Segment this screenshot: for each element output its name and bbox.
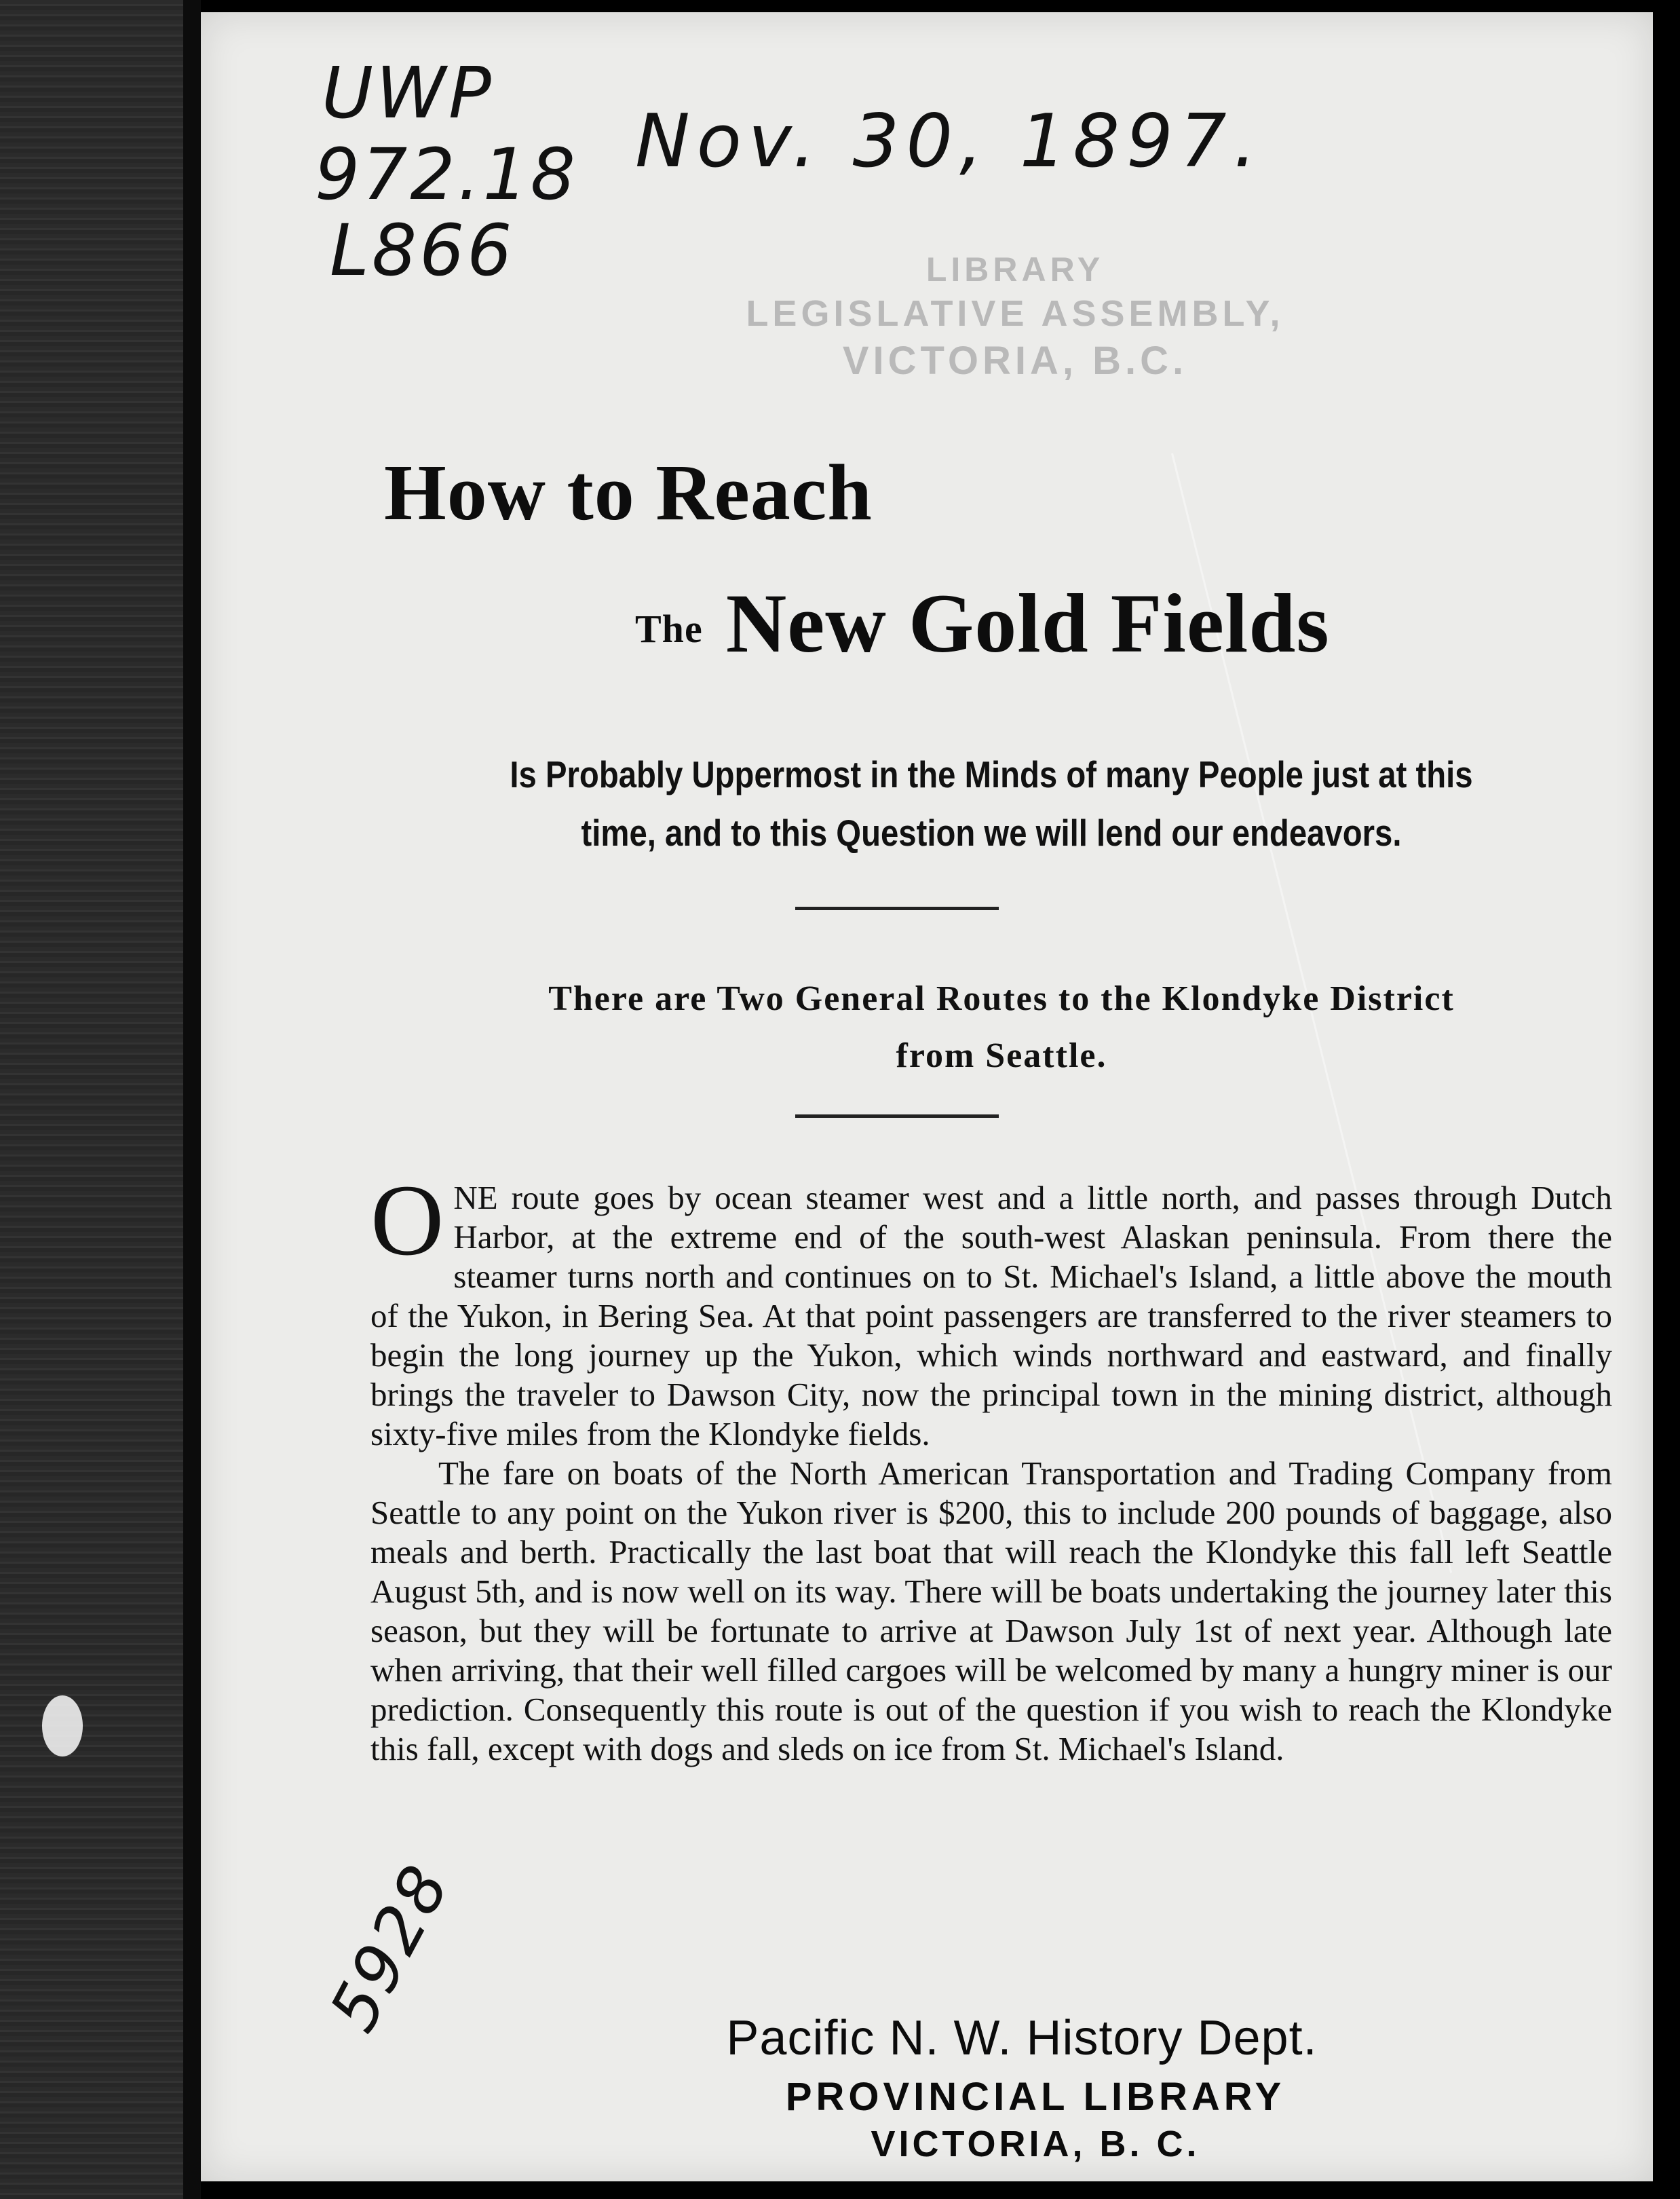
stamp-line-2: LEGISLATIVE ASSEMBLY, (746, 293, 1284, 334)
paragraph-2: The fare on boats of the North American Transportation and Trading Company from Seattle to any point on the Yukon river is $200, this to include 200 pounds of baggage, also meals and berth. Practically the last boat that will reach the Klondyke this fall left Seattle August 5th, and is now well on its way. There will be boats undertaking the journey later this season, but they will be fortunate to arrive at Dawson July 1st of next year. Although late when arriving, that their well filled cargoes will be welcomed by many a hungry miner is our prediction. Consequently this route is out of the question if you wish to reach the Klondyke this fall, except with dogs and sleds on ice from St. Michael's Island. (370, 1454, 1612, 1767)
drop-cap: O (370, 1164, 444, 1277)
binding-smudge (42, 1695, 83, 1756)
call-number-line-3: L866 (330, 209, 515, 292)
paragraph-1 (370, 1164, 1612, 1454)
footer-stamp-line-1: Pacific N. W. History Dept. (726, 2011, 1318, 2065)
title-line-1: How to Reach (384, 448, 873, 537)
intro-line-1: Is Probably Uppermost in the Minds of many People just at this (510, 753, 1473, 795)
call-number-line-1: UWP (322, 52, 494, 134)
routes-heading (377, 971, 1626, 1085)
stamp-line-1: LIBRARY (925, 250, 1105, 288)
paragraph-1-text: NE route goes by ocean steamer west and a little north, and passes through Dutch Harbor, at the extreme end of the south-west Alaskan peninsula. From there the steamer turns north and continues on to St. Michael's Island, a little above the mouth of the Yukon, in Bering Sea. At that point passengers are transferred to the river steamers to begin the long journey up the Yukon, which winds northward and eastward, and finally brings the traveler to Dawson City, now the principal town in the mining district, although sixty-five miles from the Klondyke fields. (370, 1179, 1612, 1452)
book-binding (0, 0, 198, 2199)
divider-rule-1 (795, 907, 999, 910)
handwritten-date: Nov. 30, 1897. (635, 99, 1263, 184)
footer-stamp-line-2: PROVINCIAL LIBRARY (785, 2075, 1286, 2119)
body-text (370, 1164, 1612, 1769)
routes-heading-line-2: from Seattle. (896, 1036, 1107, 1075)
accession-number: 5928 (315, 1852, 465, 2044)
intro-line-2: time, and to this Question we will lend our endeavors. (581, 812, 1402, 854)
title-article: The (635, 607, 703, 651)
call-number-line-2: 972.18 (315, 133, 578, 216)
intro-text (457, 745, 1525, 862)
stamp-line-3: VICTORIA, B.C. (842, 339, 1188, 383)
title-line-2 (635, 576, 1330, 672)
title-main: New Gold Fields (725, 577, 1330, 670)
document-page (201, 12, 1653, 2181)
library-stamp (669, 248, 1361, 386)
footer-stamp-line-3: VICTORIA, B. C. (871, 2124, 1200, 2164)
page-gutter-edge (183, 0, 201, 2199)
divider-rule-2 (795, 1114, 999, 1118)
routes-heading-line-1: There are Two General Routes to the Klondyke District (548, 979, 1455, 1018)
